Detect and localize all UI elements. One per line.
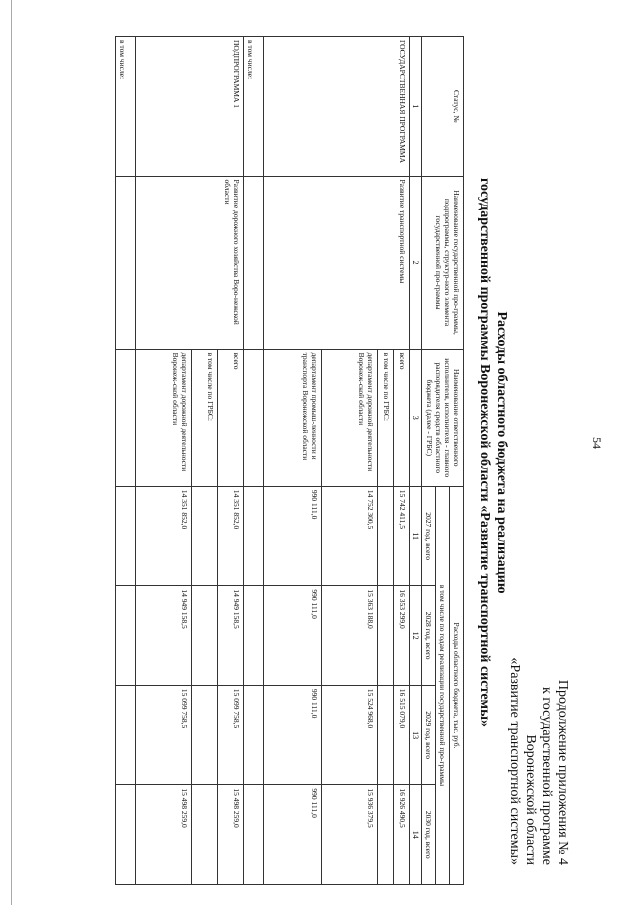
value-cell: 16 353 299,0 bbox=[394, 586, 410, 686]
table-row bbox=[244, 37, 264, 885]
value-cell: 990 111,0 bbox=[264, 685, 322, 785]
column-number: 11 bbox=[410, 486, 422, 586]
header-executor: Наименование ответственного исполнителя, исполнителя - главного распорядителя средств областного бюджета (далее - ГРБС) bbox=[422, 349, 464, 486]
header-2027: 2027 год, всего bbox=[422, 486, 436, 586]
value-cell: 15 498 259,0 bbox=[136, 785, 192, 885]
name-cell: Развитие дорожного хозяйства Воро-нежской области bbox=[136, 176, 244, 349]
executor-cell: департамент дорожной деятельности Воронеж-ской области bbox=[322, 349, 378, 486]
value-cell bbox=[244, 685, 264, 785]
appendix-line: Продолжение приложения № 4 bbox=[555, 679, 570, 865]
column-number-row bbox=[410, 37, 422, 885]
value-cell bbox=[244, 486, 264, 586]
value-cell bbox=[116, 685, 136, 785]
value-cell bbox=[116, 785, 136, 885]
value-cell bbox=[116, 586, 136, 686]
value-cell: 14 949 158,5 bbox=[218, 586, 244, 686]
column-number: 3 bbox=[410, 349, 422, 486]
header-2029: 2029 год, всего bbox=[422, 685, 436, 785]
value-cell: 15 363 188,0 bbox=[322, 586, 378, 686]
status-cell: ГОСУДАРСТВЕННАЯ ПРОГРАММА bbox=[264, 37, 410, 177]
table-row bbox=[116, 37, 136, 885]
value-cell bbox=[244, 586, 264, 686]
executor-cell: всего bbox=[218, 349, 244, 486]
appendix-line: «Развитие транспортной системы» bbox=[507, 657, 522, 865]
executor-cell bbox=[116, 349, 136, 486]
name-cell: Развитие транспортной системы bbox=[264, 176, 410, 349]
name-cell bbox=[116, 176, 136, 349]
header-row bbox=[450, 37, 464, 885]
executor-cell: в том числе по ГРБС: bbox=[192, 349, 218, 486]
value-cell bbox=[116, 486, 136, 586]
value-cell: 15 936 379,5 bbox=[322, 785, 378, 885]
value-cell bbox=[378, 486, 394, 586]
value-cell bbox=[378, 685, 394, 785]
value-cell: 990 111,0 bbox=[264, 586, 322, 686]
value-cell: 15 524 968,0 bbox=[322, 685, 378, 785]
value-cell: 15 099 758,5 bbox=[136, 685, 192, 785]
column-number: 2 bbox=[410, 176, 422, 349]
value-cell: 15 099 758,5 bbox=[218, 685, 244, 785]
header-2030: 2030 год, всего bbox=[422, 785, 436, 885]
value-cell: 990 111,0 bbox=[264, 785, 322, 885]
document-title bbox=[476, 0, 510, 905]
header-2028: 2028 год, всего bbox=[422, 586, 436, 686]
value-cell: 16 926 490,5 bbox=[394, 785, 410, 885]
page-number: 54 bbox=[590, 437, 604, 449]
value-cell: 14 351 852,0 bbox=[136, 486, 192, 586]
value-cell: 16 515 079,0 bbox=[394, 685, 410, 785]
name-cell bbox=[244, 176, 264, 349]
column-number: 14 bbox=[410, 785, 422, 885]
appendix-note bbox=[506, 535, 570, 865]
value-cell bbox=[378, 586, 394, 686]
appendix-line: к государственной программе bbox=[539, 687, 554, 865]
expenses-table bbox=[115, 36, 464, 885]
executor-cell: департамент дорожной деятельности Воронеж-ской области bbox=[136, 349, 192, 486]
header-by-years: в том числе по годам реализации государственной про-граммы bbox=[436, 486, 450, 884]
table-row bbox=[394, 37, 410, 885]
table-row bbox=[218, 37, 244, 885]
title-line: государственной программы Воронежской области «Развитие транспортной системы» bbox=[477, 177, 492, 728]
executor-cell bbox=[244, 349, 264, 486]
executor-cell: департамент промыш-ленности и транспорта Воронежской области bbox=[264, 349, 322, 486]
value-cell bbox=[192, 486, 218, 586]
value-cell: 14 351 852,0 bbox=[218, 486, 244, 586]
header-status: Статус, № bbox=[422, 37, 464, 177]
value-cell bbox=[244, 785, 264, 885]
header-expenses: Расходы областного бюджета, тыс. руб. bbox=[450, 486, 464, 884]
value-cell: 15 742 411,5 bbox=[394, 486, 410, 586]
value-cell bbox=[378, 785, 394, 885]
status-cell: в том числе: bbox=[116, 37, 136, 177]
value-cell: 15 498 259,0 bbox=[218, 785, 244, 885]
column-number: 12 bbox=[410, 586, 422, 686]
column-number: 13 bbox=[410, 685, 422, 785]
column-number: 1 bbox=[410, 37, 422, 177]
value-cell bbox=[192, 685, 218, 785]
value-cell bbox=[192, 586, 218, 686]
page-edge-line bbox=[11, 0, 12, 905]
status-cell: ПОДПРОГРАММА 1 bbox=[136, 37, 244, 177]
status-cell: в том числе: bbox=[244, 37, 264, 177]
title-line: Расходы областного бюджета на реализацию bbox=[494, 311, 509, 594]
value-cell bbox=[192, 785, 218, 885]
value-cell: 14 752 300,5 bbox=[322, 486, 378, 586]
executor-cell: всего bbox=[394, 349, 410, 486]
value-cell: 14 949 158,5 bbox=[136, 586, 192, 686]
value-cell: 990 111,0 bbox=[264, 486, 322, 586]
header-name: Наименование государственной про-граммы, подпрограммы, структур-ного элемента государственной про-граммы bbox=[422, 176, 464, 349]
appendix-line: Воронежской области bbox=[523, 734, 538, 865]
executor-cell: в том числе по ГРБС: bbox=[378, 349, 394, 486]
